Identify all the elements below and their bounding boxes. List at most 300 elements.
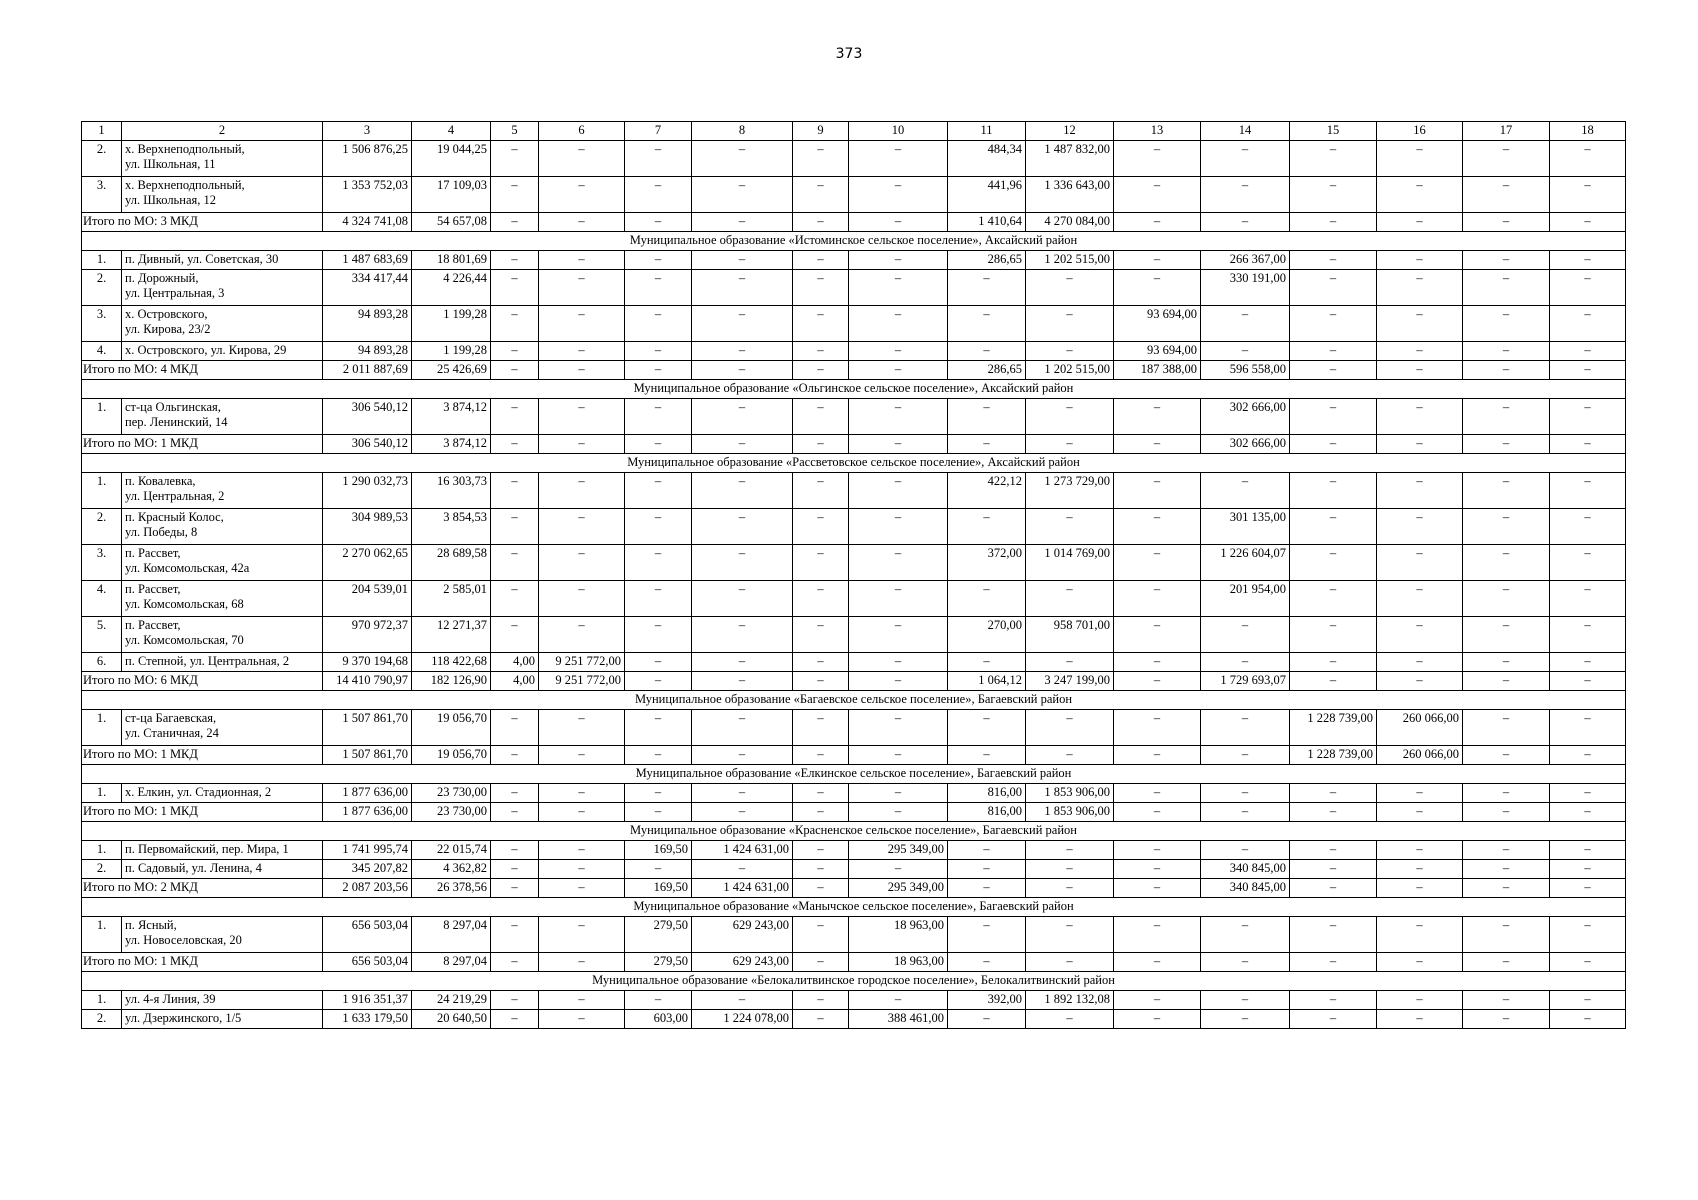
value-cell: – xyxy=(1377,545,1463,581)
value-cell: 2 087 203,56 xyxy=(323,879,412,898)
value-cell: – xyxy=(539,617,625,653)
value-cell: – xyxy=(1290,672,1377,691)
section-row xyxy=(82,232,1626,251)
value-cell: – xyxy=(1201,953,1290,972)
address-line: ул. Центральная, 2 xyxy=(125,489,225,503)
value-cell: – xyxy=(692,509,793,545)
value-cell: – xyxy=(692,746,793,765)
address-line: ул. Станичная, 24 xyxy=(125,726,219,740)
total-row xyxy=(82,746,1626,765)
value-cell: – xyxy=(539,270,625,306)
address-cell xyxy=(122,917,323,953)
value-cell: – xyxy=(692,545,793,581)
value-cell: – xyxy=(1463,545,1550,581)
value-cell: – xyxy=(491,342,539,361)
value-cell: 656 503,04 xyxy=(323,917,412,953)
value-cell: – xyxy=(1550,860,1626,879)
value-cell: – xyxy=(491,473,539,509)
value-cell: – xyxy=(1550,251,1626,270)
value-cell: – xyxy=(692,435,793,454)
value-cell: – xyxy=(1114,653,1201,672)
value-cell: 1 487 683,69 xyxy=(323,251,412,270)
value-cell: – xyxy=(849,306,948,342)
section-title: Муниципальное образование «Елкинское сельское поселение», Багаевский район xyxy=(82,765,1626,784)
value-cell: 9 251 772,00 xyxy=(539,653,625,672)
value-cell: – xyxy=(1377,953,1463,972)
value-cell: – xyxy=(625,251,692,270)
value-cell: – xyxy=(849,509,948,545)
value-cell: – xyxy=(1201,653,1290,672)
value-cell: – xyxy=(1463,177,1550,213)
value-cell: – xyxy=(491,545,539,581)
value-cell: 302 666,00 xyxy=(1201,435,1290,454)
table-row xyxy=(82,251,1626,270)
row-number: 4. xyxy=(82,342,122,361)
address-line: ул. Комсомольская, 42а xyxy=(125,561,250,575)
value-cell: – xyxy=(1377,991,1463,1010)
row-number: 1. xyxy=(82,251,122,270)
value-cell: – xyxy=(625,306,692,342)
value-cell: – xyxy=(491,1010,539,1029)
table-row xyxy=(82,141,1626,177)
value-cell: 1 633 179,50 xyxy=(323,1010,412,1029)
value-cell: – xyxy=(1463,270,1550,306)
column-header: 8 xyxy=(692,122,793,141)
value-cell: – xyxy=(1201,803,1290,822)
value-cell: 3 874,12 xyxy=(412,435,491,454)
page-number: 373 xyxy=(835,46,863,62)
value-cell: – xyxy=(1463,213,1550,232)
value-cell: – xyxy=(1463,306,1550,342)
value-cell: – xyxy=(625,509,692,545)
value-cell: – xyxy=(1377,653,1463,672)
value-cell: 1 273 729,00 xyxy=(1026,473,1114,509)
table-row xyxy=(82,545,1626,581)
value-cell: – xyxy=(692,399,793,435)
value-cell: – xyxy=(1026,581,1114,617)
value-cell: – xyxy=(539,710,625,746)
address-cell xyxy=(122,1010,323,1029)
value-cell: 629 243,00 xyxy=(692,917,793,953)
value-cell: – xyxy=(1463,953,1550,972)
value-cell: 1 224 078,00 xyxy=(692,1010,793,1029)
total-row xyxy=(82,672,1626,691)
value-cell: – xyxy=(1290,784,1377,803)
value-cell: – xyxy=(625,545,692,581)
value-cell: – xyxy=(1026,710,1114,746)
value-cell: – xyxy=(625,746,692,765)
value-cell: – xyxy=(1463,860,1550,879)
value-cell: 20 640,50 xyxy=(412,1010,491,1029)
address-line: ул. Школьная, 12 xyxy=(125,193,216,207)
value-cell: 1 877 636,00 xyxy=(323,803,412,822)
value-cell: 286,65 xyxy=(948,361,1026,380)
address-cell xyxy=(122,306,323,342)
section-title: Муниципальное образование «Истоминское сельское поселение», Аксайский район xyxy=(82,232,1626,251)
value-cell: – xyxy=(491,213,539,232)
value-cell: – xyxy=(948,399,1026,435)
value-cell: – xyxy=(1377,251,1463,270)
value-cell: 1 410,64 xyxy=(948,213,1026,232)
value-cell: – xyxy=(625,473,692,509)
value-cell: 1 507 861,70 xyxy=(323,746,412,765)
table-row xyxy=(82,917,1626,953)
table-row xyxy=(82,841,1626,860)
value-cell: – xyxy=(1550,399,1626,435)
total-row xyxy=(82,879,1626,898)
value-cell: – xyxy=(849,710,948,746)
address-cell xyxy=(122,581,323,617)
column-header: 4 xyxy=(412,122,491,141)
column-header: 18 xyxy=(1550,122,1626,141)
value-cell: – xyxy=(1463,361,1550,380)
value-cell: – xyxy=(948,860,1026,879)
address-line: ул. Победы, 8 xyxy=(125,525,198,539)
value-cell: – xyxy=(849,860,948,879)
value-cell: – xyxy=(1201,746,1290,765)
value-cell: – xyxy=(1026,653,1114,672)
value-cell: 603,00 xyxy=(625,1010,692,1029)
value-cell: – xyxy=(849,213,948,232)
value-cell: – xyxy=(1550,710,1626,746)
address-line: ст-ца Багаевская, xyxy=(125,711,217,725)
value-cell: 12 271,37 xyxy=(412,617,491,653)
address-line: х. Островского, xyxy=(125,307,208,321)
value-cell: – xyxy=(793,270,849,306)
address-line: ул. Кирова, 23/2 xyxy=(125,322,211,336)
total-row xyxy=(82,803,1626,822)
value-cell: – xyxy=(793,361,849,380)
value-cell: – xyxy=(1550,917,1626,953)
total-label: Итого по МО: 2 МКД xyxy=(82,879,323,898)
value-cell: – xyxy=(692,860,793,879)
value-cell: 970 972,37 xyxy=(323,617,412,653)
row-number: 1. xyxy=(82,917,122,953)
value-cell: – xyxy=(1550,473,1626,509)
value-cell: – xyxy=(1463,710,1550,746)
value-cell: – xyxy=(1550,435,1626,454)
value-cell: – xyxy=(793,672,849,691)
row-number: 1. xyxy=(82,991,122,1010)
value-cell: – xyxy=(491,803,539,822)
value-cell: 3 874,12 xyxy=(412,399,491,435)
value-cell: 23 730,00 xyxy=(412,803,491,822)
value-cell: – xyxy=(625,581,692,617)
value-cell: 19 056,70 xyxy=(412,746,491,765)
value-cell: – xyxy=(1290,545,1377,581)
value-cell: – xyxy=(1290,803,1377,822)
value-cell: 304 989,53 xyxy=(323,509,412,545)
value-cell: – xyxy=(1026,342,1114,361)
address-line: ул. Комсомольская, 68 xyxy=(125,597,244,611)
value-cell: – xyxy=(491,860,539,879)
value-cell: 1 228 739,00 xyxy=(1290,710,1377,746)
value-cell: – xyxy=(1201,784,1290,803)
value-cell: 4 270 084,00 xyxy=(1026,213,1114,232)
value-cell: – xyxy=(948,746,1026,765)
value-cell: – xyxy=(1463,991,1550,1010)
value-cell: – xyxy=(1201,342,1290,361)
row-number: 2. xyxy=(82,509,122,545)
value-cell: – xyxy=(849,141,948,177)
value-cell: – xyxy=(1377,473,1463,509)
table-row xyxy=(82,991,1626,1010)
value-cell: – xyxy=(793,141,849,177)
value-cell: – xyxy=(1201,306,1290,342)
value-cell: 2 011 887,69 xyxy=(323,361,412,380)
value-cell: – xyxy=(1463,581,1550,617)
address-cell xyxy=(122,784,323,803)
value-cell: – xyxy=(793,653,849,672)
total-row xyxy=(82,435,1626,454)
value-cell: – xyxy=(1114,991,1201,1010)
value-cell: – xyxy=(692,803,793,822)
value-cell: – xyxy=(491,841,539,860)
value-cell: – xyxy=(1290,435,1377,454)
value-cell: 28 689,58 xyxy=(412,545,491,581)
address-line: ул. Школьная, 11 xyxy=(125,157,216,171)
value-cell: – xyxy=(1201,473,1290,509)
total-row xyxy=(82,361,1626,380)
value-cell: 14 410 790,97 xyxy=(323,672,412,691)
row-number: 1. xyxy=(82,399,122,435)
value-cell: – xyxy=(625,617,692,653)
value-cell: 330 191,00 xyxy=(1201,270,1290,306)
value-cell: – xyxy=(1550,991,1626,1010)
value-cell: 484,34 xyxy=(948,141,1026,177)
value-cell: – xyxy=(1463,509,1550,545)
value-cell: 1 506 876,25 xyxy=(323,141,412,177)
value-cell: 1 064,12 xyxy=(948,672,1026,691)
value-cell: – xyxy=(1463,803,1550,822)
address-cell xyxy=(122,342,323,361)
value-cell: – xyxy=(1114,746,1201,765)
value-cell: 16 303,73 xyxy=(412,473,491,509)
section-row xyxy=(82,691,1626,710)
value-cell: – xyxy=(793,953,849,972)
value-cell: – xyxy=(692,342,793,361)
table-body xyxy=(82,122,1626,1029)
value-cell: – xyxy=(1290,473,1377,509)
value-cell: – xyxy=(625,342,692,361)
address-cell xyxy=(122,617,323,653)
value-cell: 1 424 631,00 xyxy=(692,841,793,860)
value-cell: 22 015,74 xyxy=(412,841,491,860)
value-cell: – xyxy=(539,342,625,361)
address-line: п. Красный Колос, xyxy=(125,510,224,524)
value-cell: – xyxy=(1377,1010,1463,1029)
address-line: ул. Новоселовская, 20 xyxy=(125,933,242,947)
table-row xyxy=(82,710,1626,746)
value-cell: 260 066,00 xyxy=(1377,710,1463,746)
section-row xyxy=(82,765,1626,784)
value-cell: – xyxy=(1377,177,1463,213)
row-number: 3. xyxy=(82,545,122,581)
value-cell: – xyxy=(1114,545,1201,581)
value-cell: – xyxy=(1290,361,1377,380)
value-cell: 19 056,70 xyxy=(412,710,491,746)
value-cell: – xyxy=(1114,141,1201,177)
value-cell: 266 367,00 xyxy=(1201,251,1290,270)
value-cell: – xyxy=(692,710,793,746)
address-line: ул. Центральная, 3 xyxy=(125,286,225,300)
value-cell: 18 963,00 xyxy=(849,917,948,953)
value-cell: – xyxy=(1377,435,1463,454)
value-cell: – xyxy=(793,617,849,653)
address-line: п. Рассвет, xyxy=(125,618,181,632)
value-cell: 596 558,00 xyxy=(1201,361,1290,380)
value-cell: – xyxy=(793,435,849,454)
value-cell: – xyxy=(793,509,849,545)
column-header: 10 xyxy=(849,122,948,141)
value-cell: 3 247 199,00 xyxy=(1026,672,1114,691)
value-cell: 201 954,00 xyxy=(1201,581,1290,617)
value-cell: – xyxy=(793,473,849,509)
value-cell: – xyxy=(539,581,625,617)
value-cell: – xyxy=(539,917,625,953)
housing-repair-table xyxy=(81,121,1626,1029)
value-cell: – xyxy=(692,213,793,232)
value-cell: – xyxy=(539,841,625,860)
address-cell xyxy=(122,653,323,672)
section-row xyxy=(82,972,1626,991)
value-cell: – xyxy=(1114,860,1201,879)
address-line: ст-ца Ольгинская, xyxy=(125,400,221,414)
value-cell: – xyxy=(491,953,539,972)
value-cell: – xyxy=(1201,991,1290,1010)
table-row xyxy=(82,306,1626,342)
address-cell xyxy=(122,545,323,581)
value-cell: 1 202 515,00 xyxy=(1026,361,1114,380)
value-cell: – xyxy=(1550,672,1626,691)
value-cell: – xyxy=(849,473,948,509)
value-cell: – xyxy=(1550,746,1626,765)
value-cell: – xyxy=(948,435,1026,454)
address-cell xyxy=(122,141,323,177)
value-cell: – xyxy=(793,342,849,361)
value-cell: – xyxy=(1550,342,1626,361)
value-cell: – xyxy=(849,361,948,380)
section-title: Муниципальное образование «Белокалитвинское городское поселение», Белокалитвинский район xyxy=(82,972,1626,991)
value-cell: 372,00 xyxy=(948,545,1026,581)
address-cell xyxy=(122,270,323,306)
value-cell: – xyxy=(849,991,948,1010)
value-cell: – xyxy=(948,953,1026,972)
total-label: Итого по МО: 3 МКД xyxy=(82,213,323,232)
address-cell xyxy=(122,710,323,746)
section-title: Муниципальное образование «Багаевское сельское поселение», Багаевский район xyxy=(82,691,1626,710)
value-cell: 816,00 xyxy=(948,784,1026,803)
address-cell xyxy=(122,991,323,1010)
value-cell: – xyxy=(1290,251,1377,270)
value-cell: 345 207,82 xyxy=(323,860,412,879)
value-cell: – xyxy=(1114,213,1201,232)
value-cell: 1 014 769,00 xyxy=(1026,545,1114,581)
value-cell: – xyxy=(849,672,948,691)
value-cell: – xyxy=(849,251,948,270)
table-row xyxy=(82,1010,1626,1029)
value-cell: 306 540,12 xyxy=(323,435,412,454)
value-cell: – xyxy=(625,399,692,435)
address-line: п. Рассвет, xyxy=(125,546,181,560)
address-cell xyxy=(122,399,323,435)
column-header: 6 xyxy=(539,122,625,141)
value-cell: – xyxy=(1026,860,1114,879)
value-cell: – xyxy=(1377,581,1463,617)
value-cell: 279,50 xyxy=(625,917,692,953)
column-header: 12 xyxy=(1026,122,1114,141)
value-cell: – xyxy=(1550,879,1626,898)
value-cell: 1 729 693,07 xyxy=(1201,672,1290,691)
address-cell xyxy=(122,177,323,213)
value-cell: – xyxy=(1114,435,1201,454)
section-title: Муниципальное образование «Манычское сельское поселение», Багаевский район xyxy=(82,898,1626,917)
value-cell: – xyxy=(539,953,625,972)
total-row xyxy=(82,213,1626,232)
address-line: х. Островского, ул. Кирова, 29 xyxy=(125,343,287,357)
value-cell: – xyxy=(625,784,692,803)
value-cell: – xyxy=(1377,306,1463,342)
column-number-row xyxy=(82,122,1626,141)
value-cell: – xyxy=(692,251,793,270)
value-cell: 340 845,00 xyxy=(1201,860,1290,879)
column-header: 15 xyxy=(1290,122,1377,141)
value-cell: 26 378,56 xyxy=(412,879,491,898)
value-cell: 295 349,00 xyxy=(849,841,948,860)
value-cell: 4 324 741,08 xyxy=(323,213,412,232)
value-cell: – xyxy=(1026,435,1114,454)
value-cell: – xyxy=(1026,879,1114,898)
value-cell: – xyxy=(625,860,692,879)
row-number: 3. xyxy=(82,306,122,342)
value-cell: – xyxy=(491,251,539,270)
value-cell: 2 585,01 xyxy=(412,581,491,617)
section-row xyxy=(82,454,1626,473)
value-cell: – xyxy=(1290,841,1377,860)
value-cell: 18 963,00 xyxy=(849,953,948,972)
value-cell: – xyxy=(1026,306,1114,342)
value-cell: – xyxy=(1114,270,1201,306)
value-cell: – xyxy=(1463,784,1550,803)
value-cell: 629 243,00 xyxy=(692,953,793,972)
value-cell: – xyxy=(793,306,849,342)
value-cell: – xyxy=(1290,270,1377,306)
address-line: п. Степной, ул. Центральная, 2 xyxy=(125,654,290,668)
value-cell: – xyxy=(1463,1010,1550,1029)
value-cell: – xyxy=(948,917,1026,953)
address-cell xyxy=(122,251,323,270)
value-cell: – xyxy=(491,581,539,617)
row-number: 6. xyxy=(82,653,122,672)
value-cell: – xyxy=(793,581,849,617)
value-cell: – xyxy=(793,177,849,213)
value-cell: – xyxy=(491,917,539,953)
value-cell: – xyxy=(1290,213,1377,232)
value-cell: – xyxy=(948,710,1026,746)
value-cell: – xyxy=(1463,251,1550,270)
value-cell: – xyxy=(849,803,948,822)
column-header: 14 xyxy=(1201,122,1290,141)
column-header: 17 xyxy=(1463,122,1550,141)
value-cell: 1 853 906,00 xyxy=(1026,784,1114,803)
value-cell: – xyxy=(1550,270,1626,306)
value-cell: 94 893,28 xyxy=(323,342,412,361)
value-cell: – xyxy=(625,361,692,380)
value-cell: – xyxy=(948,1010,1026,1029)
value-cell: 260 066,00 xyxy=(1377,746,1463,765)
value-cell: – xyxy=(1463,879,1550,898)
value-cell: – xyxy=(793,879,849,898)
